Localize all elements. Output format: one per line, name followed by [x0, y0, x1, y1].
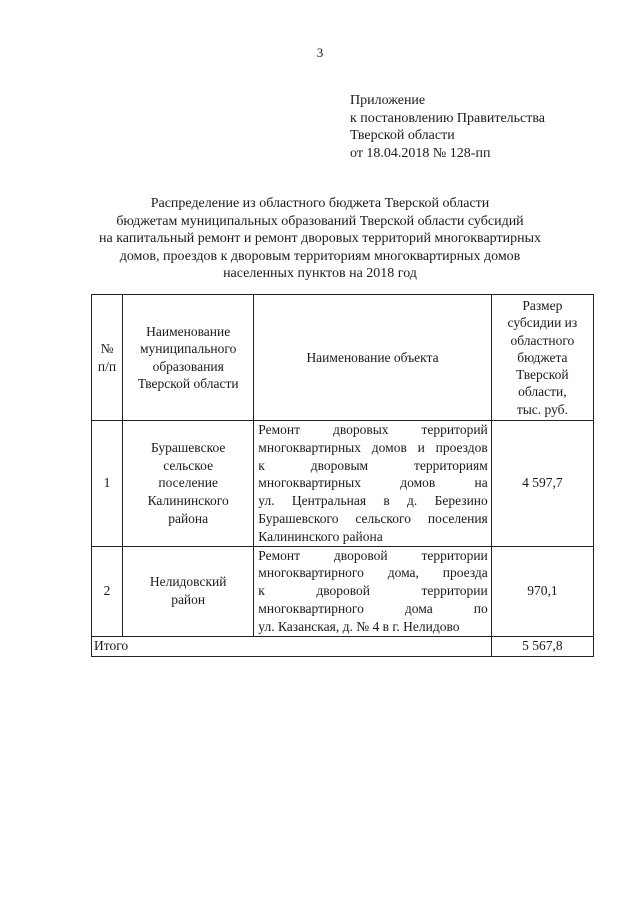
subsidy-table	[91, 294, 594, 657]
row-num: 2	[92, 546, 123, 636]
total-label: Итого	[92, 636, 492, 656]
title-line: на капитальный ремонт и ремонт дворовых территорий многоквартирных	[99, 231, 541, 246]
row-municipality: Бурашевское сельское поселение Калининского района	[123, 421, 254, 547]
title-line: домов, проездов к дворовым территориям многоквартирных домов	[119, 248, 521, 264]
title-line: населенных пунктов на 2018 год	[223, 266, 417, 281]
page-number: 3	[316, 45, 324, 60]
header-num: № п/п	[92, 295, 123, 421]
appendix-line: от 18.04.2018 № 128-пп	[350, 145, 491, 161]
appendix-block	[350, 92, 620, 162]
row-object: Ремонт дворовых территорий многоквартирных домов и проездов к дворовым территориям многоквартирных домов на ул. Центральная в д. Березино Бурашевского сельского поселения Калининского района	[254, 421, 491, 547]
header-municipality: Наименование муниципального образования Тверской области	[123, 295, 254, 421]
appendix-line: Приложение	[350, 93, 426, 108]
table-total-row	[92, 636, 594, 656]
appendix-line: к постановлению Правительства	[350, 110, 546, 126]
table-row	[92, 421, 594, 547]
row-object: Ремонт дворовой территории многоквартирного дома, проезда к дворовой территории многоквартирного дома по ул. Казанская, д. № 4 в г. Нелидово	[254, 546, 491, 636]
row-num: 1	[92, 421, 123, 547]
document-title	[80, 195, 560, 283]
row-municipality: Нелидовский район	[123, 546, 254, 636]
title-line: Распределение из областного бюджета Тверской области	[150, 196, 490, 211]
header-amount: Размер субсидии из областного бюджета Тверской области, тыс. руб.	[491, 295, 593, 421]
header-object: Наименование объекта	[254, 295, 491, 421]
row-amount: 4 597,7	[491, 421, 593, 547]
title-line: бюджетам муниципальных образований Тверской области субсидий	[116, 213, 524, 229]
appendix-line: Тверской области	[350, 128, 455, 143]
table-header-row	[92, 295, 594, 421]
total-amount: 5 567,8	[491, 636, 593, 656]
row-amount: 970,1	[491, 546, 593, 636]
table-row	[92, 546, 594, 636]
